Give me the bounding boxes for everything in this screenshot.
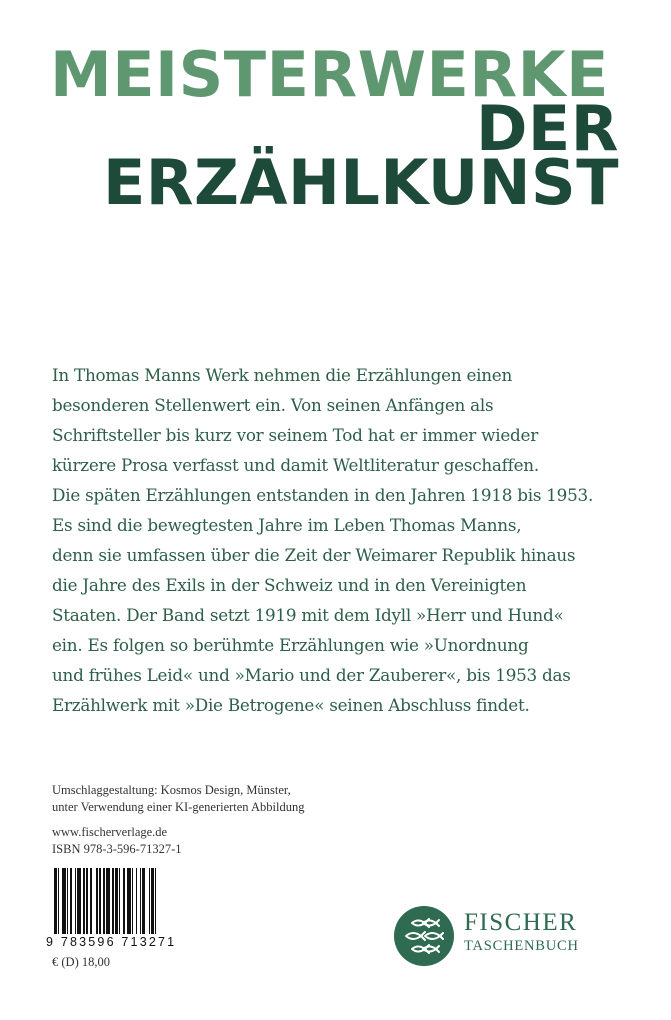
fish-emblem-icon — [394, 906, 454, 966]
headline-line-2: DER — [475, 92, 619, 165]
blurb-line: Staaten. Der Band setzt 1919 mit dem Idyll »Herr und Hund« — [52, 605, 564, 625]
price-label: € (D) 18,00 — [52, 955, 110, 969]
headline-line-1: MEISTERWERKE — [50, 38, 610, 111]
barcode-bars — [54, 868, 194, 934]
blurb-line: besonderen Stellenwert ein. Von seinen Anfängen als — [52, 395, 494, 415]
blurb-line: ein. Es folgen so berühmte Erzählungen wie »Unordnung — [52, 635, 529, 655]
blurb-line: kürzere Prosa verfasst und damit Weltliteratur geschaffen. — [52, 455, 539, 475]
publisher-imprint: TASCHENBUCH — [464, 938, 579, 954]
blurb-line: Es sind die bewegtesten Jahre im Leben Thomas Manns, — [52, 515, 522, 535]
barcode-space — [156, 868, 159, 934]
barcode-digits: 9 783596 713271 — [46, 935, 177, 949]
blurb-line: In Thomas Manns Werk nehmen die Erzählungen einen — [52, 365, 513, 385]
cover-design-credit: Umschlaggestaltung: Kosmos Design, Münster, — [52, 783, 291, 797]
website-url: www.fischerverlage.de — [52, 825, 168, 839]
blurb-line: die Jahre des Exils in der Schweiz und in den Vereinigten — [52, 575, 527, 595]
blurb-line: und frühes Leid« und »Mario und der Zauberer«, bis 1953 das — [52, 665, 571, 685]
blurb-line: Erzählwerk mit »Die Betrogene« seinen Abschluss findet. — [52, 695, 530, 715]
headline-line-3: ERZÄHLKUNST — [102, 146, 619, 219]
publisher-wordmark — [464, 910, 579, 956]
blurb-line: denn sie umfassen über die Zeit der Weimarer Republik hinaus — [52, 545, 576, 565]
isbn-number: ISBN 978-3-596-71327-1 — [52, 842, 182, 856]
blurb-line: Die späten Erzählungen entstanden in den Jahren 1918 bis 1953. — [52, 485, 594, 505]
credits-block — [52, 782, 304, 858]
cover-design-credit-2: unter Verwendung einer KI-generierten Abbildung — [52, 800, 305, 814]
blurb-text — [52, 360, 632, 720]
barcode — [46, 868, 194, 949]
blurb-line: Schriftsteller bis kurz vor seinem Tod hat er immer wieder — [52, 425, 539, 445]
publisher-name: FISCHER — [464, 909, 578, 936]
publisher-logo — [394, 906, 644, 966]
spacer — [52, 816, 304, 824]
